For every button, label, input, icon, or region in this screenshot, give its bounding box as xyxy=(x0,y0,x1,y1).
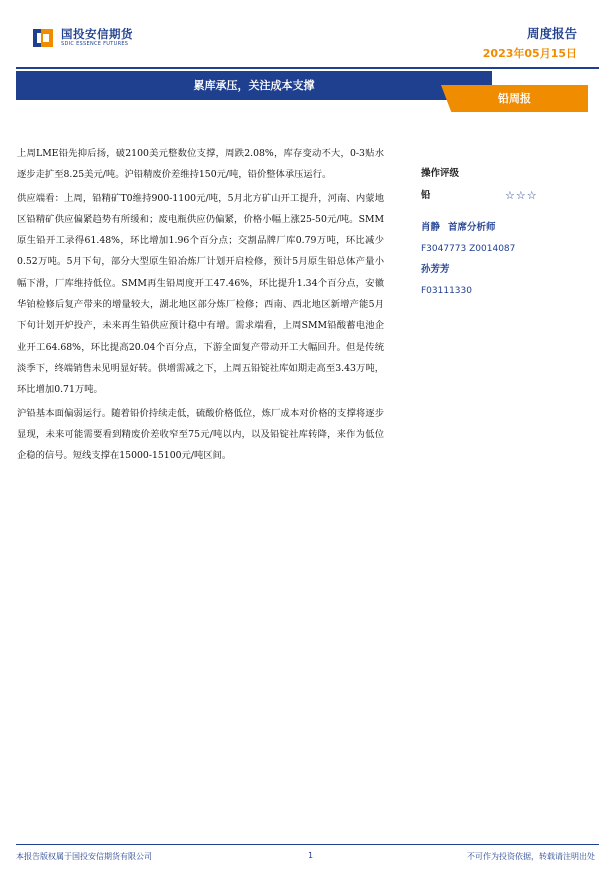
rating-commodity: 铅 xyxy=(421,190,431,201)
logo-name-cn: 国投安信期货 xyxy=(61,27,133,41)
analyst-2-license: F03111330 xyxy=(421,286,472,296)
report-title: 累库承压，关注成本支撑 xyxy=(193,79,315,92)
rating-row xyxy=(421,185,601,207)
footer-copyright: 本报告版权属于国投安信期货有限公司 xyxy=(16,852,152,861)
paragraph-market-review: 上周LME铅先抑后扬，破2100美元整数位支撑，周跌2.08%，库存变动不大，0-3贴水逐步走扩至8.25美元/吨。沪铅精废价差维持150元/吨，铅价整体承压运行。 xyxy=(17,148,384,181)
analyst-1-license: F3047773 Z0014087 xyxy=(421,244,516,254)
logo-mark-icon xyxy=(33,27,55,49)
rating-heading: 操作评级 xyxy=(421,168,460,179)
footer-divider xyxy=(16,844,599,845)
paragraph-supply-demand: 供应端看：上周，铅精矿T0维持900-1100元/吨，5月北方矿山开工提升，河南、内蒙地区铅精矿供应偏紧趋势有所缓和；废电瓶供应仍偏紧，价格小幅上涨25-50元/吨。SMM原生铅开工录得61.48%，环比增加1.96个百分点；交割品牌厂库0.79万吨，环比减少0.52万吨。5月下旬，部分大型原生铅冶炼厂计划开启检修，预计5月原生铅总体产量小幅下滑，厂库维持低位。SMM再生铅周度开工47.46%，环比提升1.34个百分点，安徽华铂检修后复产带来的增量较大，湖北地区部分炼厂检修；西南、西北地区新增产能5月下旬计划开炉投产，未来再生铅供应预计稳中有增。需求端看，上周SMM铅酸蓄电池企业开工64.68%，环比提高20.04个百分点，下游全面复产带动开工大幅回升。但是传统淡季下，终端销售未见明显好转。供增需减之下，上周五铅锭社库如期走高至3.43万吨，环比增加0.71万吨。 xyxy=(17,192,384,396)
analyst-2-name: 孙芳芳 xyxy=(421,264,450,275)
analyst-1-name: 肖静 xyxy=(421,222,441,233)
category-tab-label: 铅周报 xyxy=(498,92,531,105)
analyst-1-title: 首席分析师 xyxy=(448,222,496,233)
paragraph-outlook: 沪铅基本面偏弱运行。随着铅价持续走低，硫酸价格低位，炼厂成本对价格的支撑将逐步显现，未来可能需要看到精废价差收窄至75元/吨以内，以及铅锭社库转降，来作为低位企稳的信号。短线支撑在15000-15100元/吨区间。 xyxy=(17,407,384,462)
header-divider xyxy=(16,67,599,69)
title-banner xyxy=(16,71,492,100)
company-logo xyxy=(33,27,133,49)
logo-name-en: SDIC ESSENCE FUTURES xyxy=(61,41,129,47)
sidebar xyxy=(421,163,601,301)
rating-stars-icon: ☆☆☆ xyxy=(505,189,538,202)
report-body xyxy=(17,143,384,468)
report-type: 周度报告 xyxy=(526,26,577,41)
report-date: 2023年05月15日 xyxy=(482,47,577,60)
analyst-1 xyxy=(421,217,601,239)
page-number: 1 xyxy=(308,851,314,860)
footer-disclaimer: 不可作为投资依据，转载请注明出处 xyxy=(467,852,595,861)
